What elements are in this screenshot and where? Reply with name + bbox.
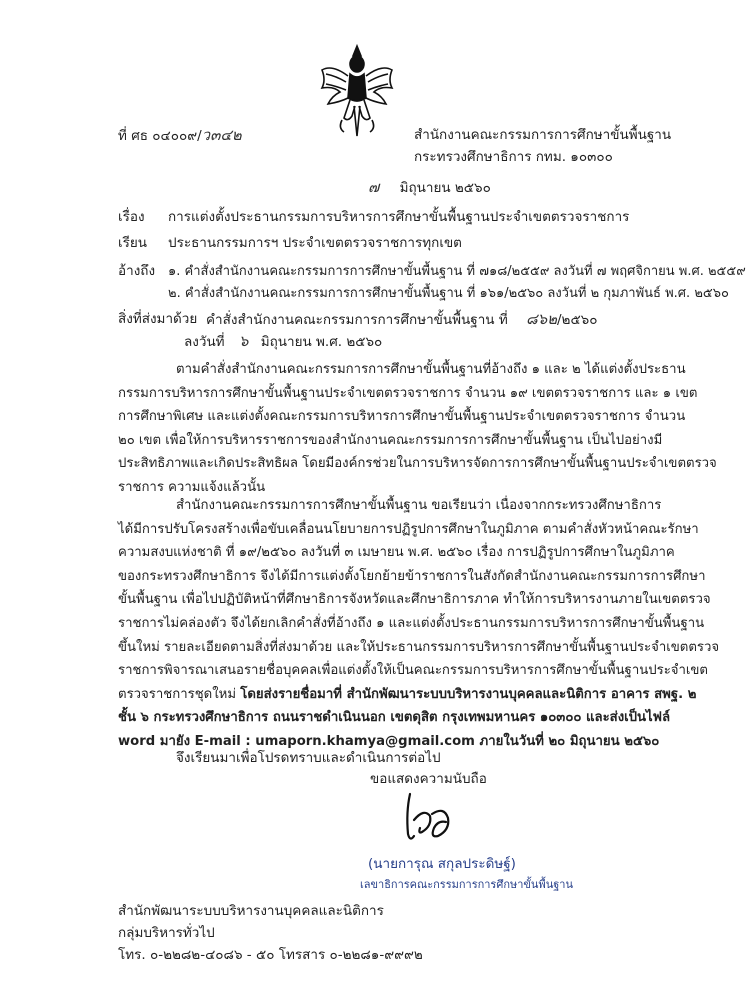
paragraph-2-line xyxy=(118,683,697,707)
closing-line: จึงเรียนมาเพื่อโปรดทราบและดำเนินการต่อไป xyxy=(176,750,441,766)
enclosure-day-handwritten: ๖ xyxy=(238,332,249,350)
signatory-name: (นายการุณ สกุลประดิษฐ์) xyxy=(368,856,516,872)
signatory-title: เลขาธิการคณะกรรมการการศึกษาขั้นพื้นฐาน xyxy=(360,878,573,891)
enclosure-month-year: มิถุนายน พ.ศ. ๒๕๖๐ xyxy=(260,334,383,350)
reference-number-handwritten: ว๓๔๒ xyxy=(201,126,242,144)
submission-email-deadline: word มายัง E-mail : umaporn.khamya@gmail.com ภายในวันที่ ๒๐ มิถุนายน ๒๕๖๐ xyxy=(118,733,660,749)
date-month-year: มิถุนายน ๒๕๖๐ xyxy=(399,180,491,196)
enclosure-date xyxy=(184,332,382,352)
footer-phone-fax: โทร. ๐-๒๒๘๒-๔๐๘๖ - ๕๐ โทรสาร ๐-๒๒๘๑-๙๙๙๒ xyxy=(118,947,423,963)
enclosure-date-prefix: ลงวันที่ xyxy=(184,334,225,350)
courtesy-closing: ขอแสดงความนับถือ xyxy=(370,771,487,787)
paragraph-2-line: ได้มีการปรับโครงสร้างเพื่อขับเคลื่อนนโยบายการปฏิรูปการศึกษาในภูมิภาค ตามคำสั่งหัวหน้าคณะรักษา xyxy=(118,521,699,537)
submission-instruction: โดยส่งรายชื่อมาที่ สำนักพัฒนาระบบบริหารงานบุคคลและนิติการ อาคาร สพฐ. ๒ xyxy=(240,686,697,702)
document-reference xyxy=(118,126,242,146)
body-paragraph-2 xyxy=(118,494,720,754)
paragraph-2-text: ตรวจราชการชุดใหม่ xyxy=(118,686,241,702)
paragraph-2-line: ขั้นพื้นฐาน เพื่อไปปฏิบัติหน้าที่ศึกษาธิการจังหวัดและศึกษาธิการภาค ทำให้การบริหารงานภายในเขตตรวจ xyxy=(118,592,711,608)
subject-text: การแต่งตั้งประธานกรรมการบริหารการศึกษาขั้นพื้นฐานประจำเขตตรวจราชการ xyxy=(168,209,630,225)
paragraph-2-line: ของกระทรวงศึกษาธิการ จึงได้มีการแต่งตั้งโยกย้ายข้าราชการในสังกัดสำนักงานคณะกรรมการการศึกษา xyxy=(118,568,706,584)
sender-address: กระทรวงศึกษาธิการ กทม. ๑๐๓๐๐ xyxy=(414,149,613,165)
reference-prefix: ที่ ศธ ๐๔๐๐๙/ xyxy=(118,128,202,144)
subject-label: เรื่อง xyxy=(118,209,145,225)
paragraph-2-line: ความสงบแห่งชาติ ที่ ๑๙/๒๕๖๐ ลงวันที่ ๓ เมษายน พ.ศ. ๒๕๖๐ เรื่อง การปฏิรูปการศึกษาในภูมิภาค xyxy=(118,545,675,561)
paragraph-2-line: ราชการพิจารณาเสนอรายชื่อบุคคลเพื่อแต่งตั้งให้เป็นคณะกรรมการบริหารการศึกษาขั้นพื้นฐานประจำเขต xyxy=(118,663,708,679)
paragraph-2-line: สำนักงานคณะกรรมการการศึกษาขั้นพื้นฐาน ขอเรียนว่า เนื่องจากกระทรวงศึกษาธิการ xyxy=(176,498,662,513)
date-day-handwritten: ๗ xyxy=(368,178,380,196)
paragraph-1-line: ราชการ ความแจ้งแล้วนั้น xyxy=(118,479,266,495)
recipient-text: ประธานกรรมการฯ ประจำเขตตรวจราชการทุกเขต xyxy=(168,235,462,251)
paragraph-1-line: ตามคำสั่งสำนักงานคณะกรรมการการศึกษาขั้นพื้นฐานที่อ้างถึง ๑ และ ๒ ได้แต่งตั้งประธาน xyxy=(176,362,686,377)
enclosure-order: คำสั่งสำนักงานคณะกรรมการการศึกษาขั้นพื้นฐาน ที่ xyxy=(206,312,508,328)
footer-office: สำนักพัฒนาระบบบริหารงานบุคคลและนิติการ xyxy=(118,903,384,919)
paragraph-2-line: ขึ้นใหม่ รายละเอียดตามสิ่งที่ส่งมาด้วย และให้ประธานกรรมการบริหารการศึกษาขั้นพื้นฐานประจำเขตตรวจ xyxy=(118,639,720,655)
body-paragraph-1 xyxy=(118,358,717,500)
paragraph-1-line: การศึกษาพิเศษ และแต่งตั้งคณะกรรมการบริหารการศึกษาขั้นพื้นฐานประจำเขตตรวจราชการ จำนวน xyxy=(118,409,686,425)
enclosure-label: สิ่งที่ส่งมาด้วย xyxy=(118,311,198,327)
paragraph-1-line: ประสิทธิภาพและเกิดประสิทธิผล โดยมีองค์กรช่วยในการบริหารจัดการการศึกษาขั้นพื้นฐานประจำเขตตรวจ xyxy=(118,456,717,472)
enclosure-number-handwritten: ๘๖๒ xyxy=(526,310,557,328)
footer-group: กลุ่มบริหารทั่วไป xyxy=(118,925,215,941)
document-date xyxy=(368,178,491,198)
garuda-emblem-icon xyxy=(318,40,396,140)
reference-item-1: ๑. คำสั่งสำนักงานคณะกรรมการการศึกษาขั้นพื้นฐาน ที่ ๗๑๘/๒๕๕๙ ลงวันที่ ๗ พฤศจิกายน พ.ศ. ๒๕๕๙ xyxy=(168,264,746,279)
paragraph-1-line: ๒๐ เขต เพื่อให้การบริหารราชการของสำนักงานคณะกรรมการการศึกษาขั้นพื้นฐาน เป็นไปอย่างมี xyxy=(118,432,663,448)
handwritten-signature xyxy=(396,790,456,848)
paragraph-2-line: ราชการไม่คล่องตัว จึงได้ยกเลิกคำสั่งที่อ้างถึง ๑ และแต่งตั้งประธานกรรมการบริหารการศึกษาขั้นพื้นฐาน xyxy=(118,615,705,631)
references-label: อ้างถึง xyxy=(118,263,156,279)
enclosure-year: /๒๕๖๐ xyxy=(557,312,598,328)
sender-organization: สำนักงานคณะกรรมการการศึกษาขั้นพื้นฐาน xyxy=(414,127,672,143)
reference-item-2: ๒. คำสั่งสำนักงานคณะกรรมการการศึกษาขั้นพื้นฐาน ที่ ๑๖๑/๒๕๖๐ ลงวันที่ ๒ กุมภาพันธ์ พ.ศ. ๒๕๖๐ xyxy=(168,286,729,301)
enclosure-text xyxy=(206,310,597,330)
paragraph-1-line: กรรมการบริหารการศึกษาขั้นพื้นฐานประจำเขตตรวจราชการ จำนวน ๑๙ เขตตรวจราชการ และ ๑ เขต xyxy=(118,385,698,401)
submission-address: ชั้น ๖ กระทรวงศึกษาธิการ ถนนราชดำเนินนอก เขตดุสิต กรุงเทพมหานคร ๑๐๓๐๐ และส่งเป็นไฟล์ xyxy=(118,710,671,726)
recipient-label: เรียน xyxy=(118,235,148,251)
